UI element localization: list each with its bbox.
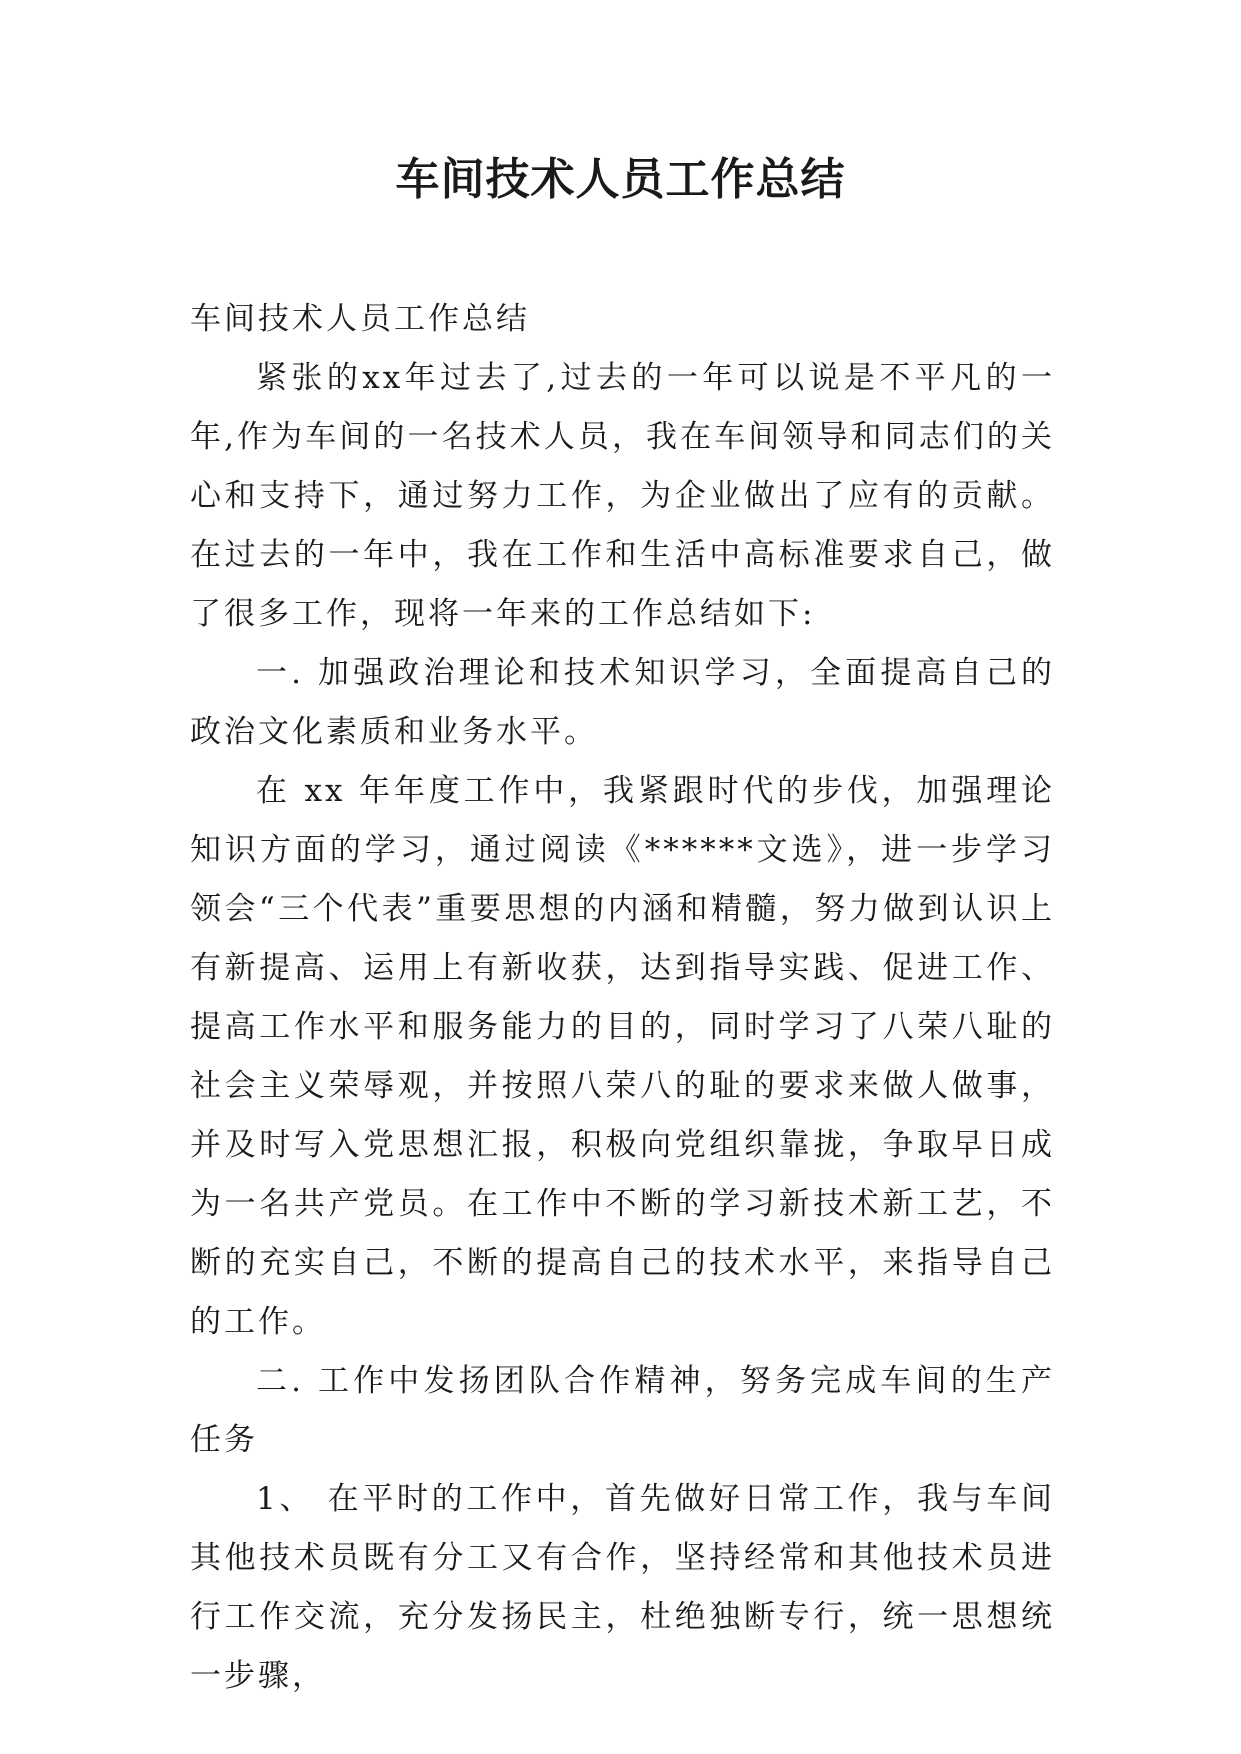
paragraph-section-one-body: 在 xx 年年度工作中，我紧跟时代的步伐，加强理论知识方面的学习，通过阅读《******文选》，进一步学习领会“三个代表”重要思想的内涵和精髓，努力做到认识上有新提高、运用上有新收获，达到指导实践、促进工作、提高工作水平和服务能力的目的，同时学习了八荣八耻的社会主义荣辱观，并按照八荣八的耻的要求来做人做事，并及时写入党思想汇报，积极向党组织靠拢，争取早日成为一名共产党员。在工作中不断的学习新技术新工艺，不断的充实自己，不断的提高自己的技术水平，来指导自己的工作。	[190, 773, 1055, 1340]
document-title: 车间技术人员工作总结	[395, 154, 846, 205]
paragraph-section-two-heading: 二. 工作中发扬团队合作精神，努务完成车间的生产任务	[190, 1363, 1055, 1458]
paragraph-section-one-heading: 一. 加强政治理论和技术知识学习，全面提高自己的政治文化素质和业务水平。	[190, 655, 1055, 750]
paragraph-section-two-item-one: 1、 在平时的工作中，首先做好日常工作，我与车间其他技术员既有分工又有合作，坚持经常和其他技术员进行工作交流，充分发扬民主，杜绝独断专行，统一思想统一步骤，	[190, 1481, 1055, 1694]
paragraph-subtitle: 车间技术人员工作总结	[190, 301, 530, 337]
paragraph-intro: 紧张的xx年过去了,过去的一年可以说是不平凡的一年,作为车间的一名技术人员，我在车间领导和同志们的关心和支持下，通过努力工作，为企业做出了应有的贡献。在过去的一年中，我在工作和生活中高标准要求自己，做了很多工作，现将一年来的工作总结如下:	[190, 360, 1055, 632]
document-body	[190, 290, 1055, 1706]
